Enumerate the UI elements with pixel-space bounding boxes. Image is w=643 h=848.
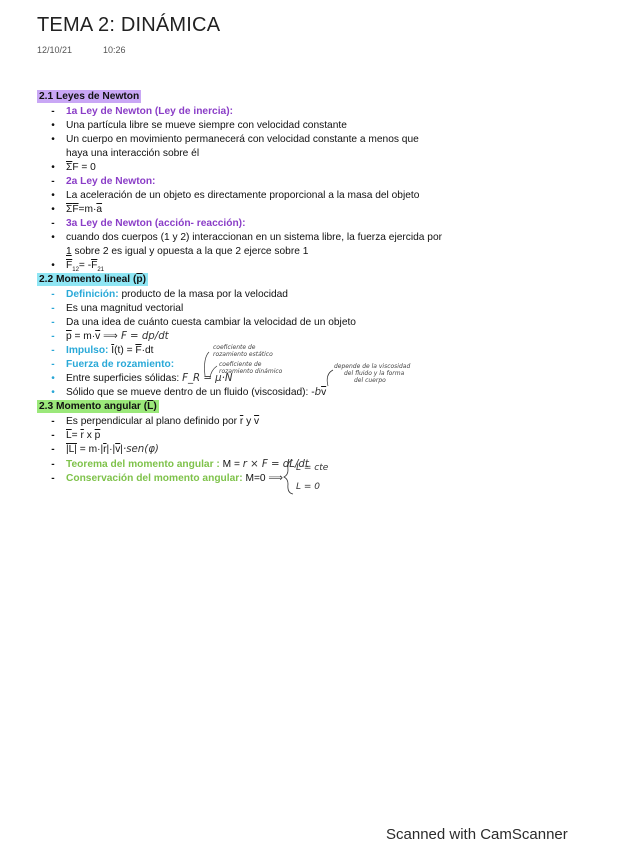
second-law-text: La aceleración de un objeto es directamente proporcional a la masa del objeto bbox=[66, 190, 420, 201]
dot-bullet: • bbox=[51, 260, 55, 271]
section-heading-angular-momentum: 2.3 Momento angular $(\overline{L})$ bbox=[39, 401, 157, 412]
perpendicular-line: Es perpendicular al plano definido por $\overline{r}$ y $\overline{v}$ bbox=[66, 416, 260, 427]
handwritten-friction-formula: F_R = μ·N bbox=[182, 373, 233, 384]
dash-bullet: - bbox=[51, 331, 55, 342]
dot-bullet: • bbox=[51, 162, 55, 173]
sigma-symbol: $\overline{\Sigma}$ bbox=[66, 162, 73, 173]
brace-sketch bbox=[283, 458, 297, 496]
angular-momentum-formula: $\overline{L}= \overline{r}$ x $\overline{p}$ bbox=[66, 430, 101, 441]
third-law-title: 3a Ley de Newton (acción- reacción): bbox=[66, 218, 246, 229]
handwritten-force-derivative: ⟹ F = dp/dt bbox=[103, 331, 169, 342]
dot-bullet: • bbox=[51, 232, 55, 243]
third-law-formula: $\overline{F}_{12}= -\overline{F}_{21}$ bbox=[66, 260, 105, 274]
dash-bullet: - bbox=[51, 359, 55, 370]
case-zero: L = 0 bbox=[296, 482, 321, 492]
second-law-title: 2a Ley de Newton: bbox=[66, 176, 156, 187]
first-law-text-cont: haya una interacción sobre él bbox=[66, 148, 200, 159]
dash-bullet: - bbox=[51, 176, 55, 187]
angular-magnitude-formula: $|L| = m\cdot|\overline{r}|\cdot|\overline{v}|\cdot sen(\varphi)$ bbox=[66, 444, 159, 455]
dash-bullet: - bbox=[51, 430, 55, 441]
second-law-formula: $\overline{\Sigma}\overline{F}=m\cdot\overline{a}$ bbox=[66, 204, 103, 215]
fluid-friction-line: Sólido que se mueve dentro de un fluido (viscosidad): $-b\overline{v}$ bbox=[66, 387, 327, 398]
dash-bullet: - bbox=[51, 345, 55, 356]
sigma-symbol: $\overline{\Sigma}$ bbox=[66, 204, 73, 215]
sum-forces-zero: $\overline{\Sigma}F = 0$ bbox=[66, 162, 96, 173]
dash-bullet: - bbox=[51, 289, 55, 300]
case-const: L = cte bbox=[296, 463, 329, 473]
first-law-text: Un cuerpo en movimiento permanecerá con velocidad constante a menos que bbox=[66, 134, 419, 145]
dash-bullet: - bbox=[51, 303, 55, 314]
camscanner-watermark: Scanned with CamScanner bbox=[386, 826, 568, 843]
third-law-text-cont: 1 sobre 2 es igual y opuesta a la que 2 ejerce sobre 1 bbox=[66, 246, 309, 257]
section-heading-newton: 2.1 Leyes de Newton bbox=[39, 91, 140, 102]
section-heading-linear-momentum: 2.2 Momento lineal $(\overline{p})$ bbox=[39, 274, 147, 285]
dot-bullet: • bbox=[51, 204, 55, 215]
dot-bullet: • bbox=[51, 373, 55, 384]
solid-friction-line: Entre superficies sólidas: F_R = μ·N bbox=[66, 373, 233, 384]
dot-bullet: • bbox=[51, 190, 55, 201]
note-dynamic-coef: coeficiente de rozamiento dinámico bbox=[219, 361, 283, 375]
vector-magnitude-line: Es una magnitud vectorial bbox=[66, 303, 184, 314]
dash-bullet: - bbox=[51, 459, 55, 470]
first-law-title: 1a Ley de Newton (Ley de inercia): bbox=[66, 106, 234, 117]
angular-conservation-line: Conservación del momento angular: M=0 ⟹ bbox=[66, 473, 284, 484]
dash-bullet: - bbox=[51, 317, 55, 328]
dash-bullet: - bbox=[51, 473, 55, 484]
note-static-coef: coeficiente de rozamiento estático bbox=[213, 344, 273, 358]
dot-bullet: • bbox=[51, 134, 55, 145]
page-title: TEMA 2: DINÁMICA bbox=[37, 14, 221, 36]
friction-title: Fuerza de rozamiento: bbox=[66, 359, 175, 370]
impulse-line: Impulso: $\overline{I}(t) = \overline{F}\cdot dt$ bbox=[66, 345, 154, 356]
angular-theorem-line: Teorema del momento angular : M = r × F = dL/dt bbox=[66, 459, 309, 470]
dash-bullet: - bbox=[51, 416, 55, 427]
dash-bullet: - bbox=[51, 106, 55, 117]
note-time: 10:26 bbox=[103, 45, 126, 55]
first-law-text: Una partícula libre se mueve siempre con velocidad constante bbox=[66, 120, 347, 131]
idea-line: Da una idea de cuánto cuesta cambiar la velocidad de un objeto bbox=[66, 317, 356, 328]
note-date: 12/10/21 bbox=[37, 45, 73, 55]
third-law-text: cuando dos cuerpos (1 y 2) interaccionan en un sistema libre, la fuerza ejercida por bbox=[66, 232, 443, 243]
momentum-formula: $\overline{p} = m\cdot\overline{v}$ ⟹ F = dp/dt bbox=[66, 331, 169, 342]
annotation-arrows bbox=[195, 348, 345, 393]
note-viscosity: depende de la viscosidad del fluido y la forma del cuerpo bbox=[334, 363, 411, 384]
dot-bullet: • bbox=[51, 387, 55, 398]
dash-bullet: - bbox=[51, 218, 55, 229]
dash-bullet: - bbox=[51, 444, 55, 455]
definition-line: Definición: producto de la masa por la velocidad bbox=[66, 289, 288, 300]
dot-bullet: • bbox=[51, 120, 55, 131]
